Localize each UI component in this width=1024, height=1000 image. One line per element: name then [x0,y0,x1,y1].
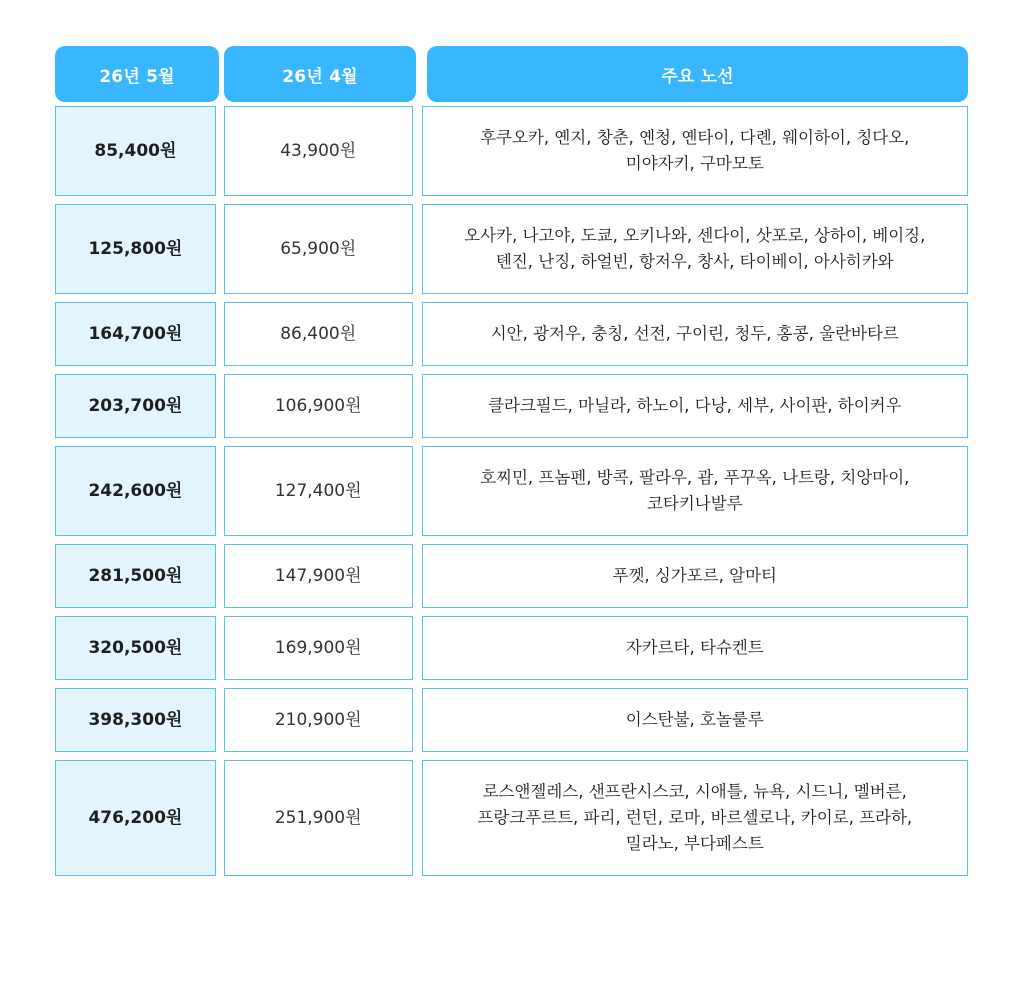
table-row [55,446,968,536]
table-body [55,106,968,876]
routes-line: 시안, 광저우, 충칭, 선전, 구이린, 청두, 홍콩, 울란바타르 [490,324,899,343]
price-april-cell: 86,400원 [224,302,413,366]
routes-line: 푸껫, 싱가포르, 알마티 [612,566,777,585]
routes-text [464,223,925,275]
price-april-cell: 127,400원 [224,446,413,536]
table-row [55,688,968,752]
routes-cell [422,374,968,438]
routes-text [613,563,777,589]
header-main-routes: 주요 노선 [427,46,968,102]
routes-cell [422,544,968,608]
price-may-cell: 476,200원 [55,760,216,876]
price-april-cell: 251,900원 [224,760,413,876]
header-april-2026: 26년 4월 [224,46,416,102]
header-may-2026: 26년 5월 [55,46,219,102]
routes-line: 오사카, 나고야, 도쿄, 오키나와, 센다이, 삿포로, 상하이, 베이징, [464,226,926,245]
routes-line: 프랑크푸르트, 파리, 런던, 로마, 바르셀로나, 카이로, 프라하, [477,808,913,827]
routes-text [626,635,764,661]
routes-cell [422,760,968,876]
price-april-cell: 210,900원 [224,688,413,752]
price-may-cell: 398,300원 [55,688,216,752]
price-may-cell: 242,600원 [55,446,216,536]
price-may-cell: 320,500원 [55,616,216,680]
routes-line: 이스탄불, 호놀룰루 [625,710,764,729]
routes-line: 클라크필드, 마닐라, 하노이, 다낭, 세부, 사이판, 하이커우 [487,396,902,415]
routes-cell [422,616,968,680]
table-header [55,46,968,102]
price-may-cell: 164,700원 [55,302,216,366]
price-may-cell: 281,500원 [55,544,216,608]
price-april-cell: 43,900원 [224,106,413,196]
routes-text [626,707,764,733]
routes-text [480,465,909,517]
price-april-cell: 169,900원 [224,616,413,680]
price-april-cell: 65,900원 [224,204,413,294]
routes-cell [422,204,968,294]
price-may-cell: 125,800원 [55,204,216,294]
routes-line: 코타키나발루 [646,494,743,513]
table-row [55,544,968,608]
price-may-cell: 203,700원 [55,374,216,438]
routes-text [491,321,899,347]
routes-cell [422,446,968,536]
routes-line: 미야자키, 구마모토 [625,154,764,173]
price-may-cell: 85,400원 [55,106,216,196]
routes-cell [422,106,968,196]
table-row [55,374,968,438]
routes-cell [422,302,968,366]
table-row [55,760,968,876]
routes-line: 로스앤젤레스, 샌프란시스코, 시애틀, 뉴욕, 시드니, 멜버른, [482,782,907,801]
routes-text [488,393,902,419]
table-row [55,106,968,196]
table-row [55,204,968,294]
fare-table [55,46,968,876]
routes-line: 자카르타, 타슈켄트 [625,638,764,657]
routes-line: 후쿠오카, 옌지, 창춘, 옌청, 옌타이, 다롄, 웨이하이, 칭다오, [480,128,910,147]
routes-line: 밀라노, 부다페스트 [625,834,764,853]
routes-line: 호찌민, 프놈펜, 방콕, 팔라우, 괌, 푸꾸옥, 나트랑, 치앙마이, [480,468,910,487]
routes-line: 톈진, 난징, 하얼빈, 항저우, 창사, 타이베이, 아사히카와 [495,252,894,271]
routes-cell [422,688,968,752]
table-row [55,616,968,680]
routes-text [480,125,909,177]
routes-text [477,779,912,857]
price-april-cell: 147,900원 [224,544,413,608]
table-row [55,302,968,366]
price-april-cell: 106,900원 [224,374,413,438]
